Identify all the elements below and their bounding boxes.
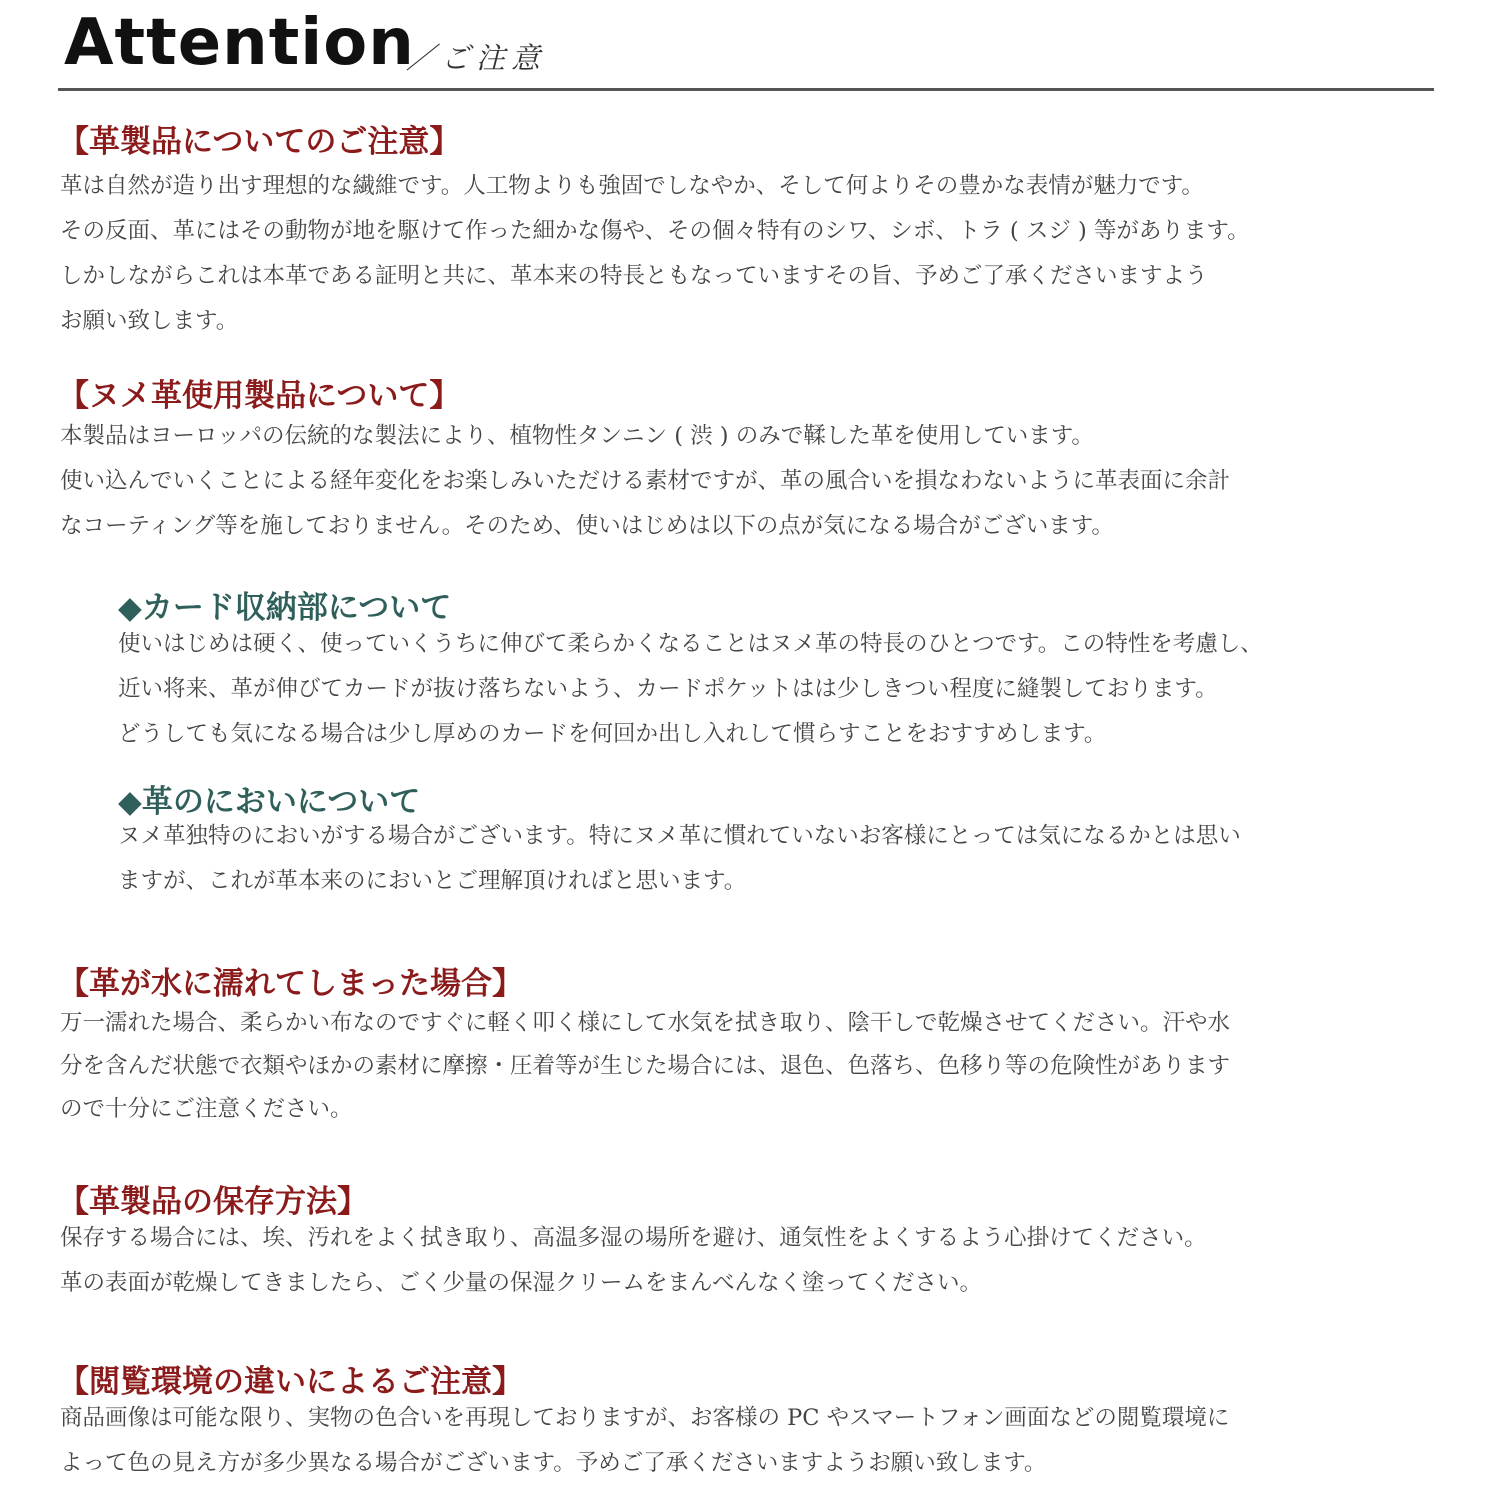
title-divider: [58, 88, 1434, 91]
page-title: Attention: [64, 6, 415, 80]
section-heading-storage: 【革製品の保存方法】: [58, 1184, 368, 1220]
body-line: よって色の見え方が多少異なる場合がございます。予めご了承くださいますようお願い致します。: [60, 1450, 1047, 1476]
body-line: ので十分にご注意ください。: [60, 1096, 353, 1122]
section-body-storage: [60, 1216, 1440, 1306]
section-body-leather: [60, 164, 1440, 344]
section-body-water: [60, 1002, 1440, 1131]
body-line: なコーティング等を施しておりません。そのため、使いはじめは以下の点が気になる場合がございます。: [60, 513, 1114, 539]
subsection-heading-smell: ◆革のにおいについて: [118, 784, 421, 820]
body-line: その反面、革にはその動物が地を駆けて作った細かな傷や、その個々特有のシワ、シボ、トラ ( スジ ) 等があります。: [60, 218, 1250, 244]
body-line: 保存する場合には、埃、汚れをよく拭き取り、高温多湿の場所を避け、通気性をよくするよう心掛けてください。: [60, 1225, 1207, 1251]
body-line: 使い込んでいくことによる経年変化をお楽しみいただける素材ですが、革の風合いを損なわないように革表面に余計: [60, 468, 1231, 494]
body-line: 革の表面が乾燥してきましたら、ごく少量の保湿クリームをまんべんなく塗ってください。: [60, 1270, 983, 1296]
subsection-body-smell: [118, 814, 1438, 904]
body-line: 革は自然が造り出す理想的な繊維です。人工物よりも強固でしなやか、そして何よりその豊かな表情が魅力です。: [60, 173, 1204, 199]
body-line: ますが、これが革本来のにおいとご理解頂ければと思います。: [118, 868, 747, 894]
body-line: ヌメ革独特のにおいがする場合がございます。特にヌメ革に慣れていないお客様にとっては気になるかとは思い: [118, 823, 1241, 849]
body-line: 分を含んだ状態で衣類やほかの素材に摩擦・圧着等が生じた場合には、退色、色落ち、色移り等の危険性があります: [60, 1053, 1231, 1079]
subsection-body-card: [118, 622, 1438, 757]
body-line: 本製品はヨーロッパの伝統的な製法により、植物性タンニン ( 渋 ) のみで鞣した革を使用しています。: [60, 423, 1094, 449]
section-heading-water: 【革が水に濡れてしまった場合】: [58, 966, 523, 1002]
body-line: どうしても気になる場合は少し厚めのカードを何回か出し入れして慣らすことをおすすめします。: [118, 721, 1107, 747]
subsection-heading-card: ◆カード収納部について: [118, 590, 452, 626]
body-line: お願い致します。: [60, 308, 239, 334]
section-body-nume: [60, 414, 1440, 549]
body-line: 万一濡れた場合、柔らかい布なのですぐに軽く叩く様にして水気を拭き取り、陰干しで乾燥させてください。汗や水: [60, 1010, 1231, 1036]
section-body-viewing: [60, 1396, 1440, 1486]
body-line: しかしながらこれは本革である証明と共に、革本来の特長ともなっていますその旨、予めご了承くださいますよう: [60, 263, 1208, 289]
body-line: 近い将来、革が伸びてカードが抜け落ちないよう、カードポケットはは少しきつい程度に縫製しております。: [118, 676, 1218, 702]
section-heading-viewing: 【閲覧環境の違いによるご注意】: [58, 1364, 523, 1400]
body-line: 使いはじめは硬く、使っていくうちに伸びて柔らかくなることはヌメ革の特長のひとつです。この特性を考慮し、: [118, 631, 1263, 657]
section-heading-nume: 【ヌメ革使用製品について】: [58, 378, 461, 414]
section-heading-leather: 【革製品についてのご注意】: [58, 124, 461, 160]
page-subtitle: ／ご注意: [406, 41, 547, 75]
body-line: 商品画像は可能な限り、実物の色合いを再現しておりますが、お客様の PC やスマートフォン画面などの閲覧環境に: [60, 1405, 1230, 1431]
